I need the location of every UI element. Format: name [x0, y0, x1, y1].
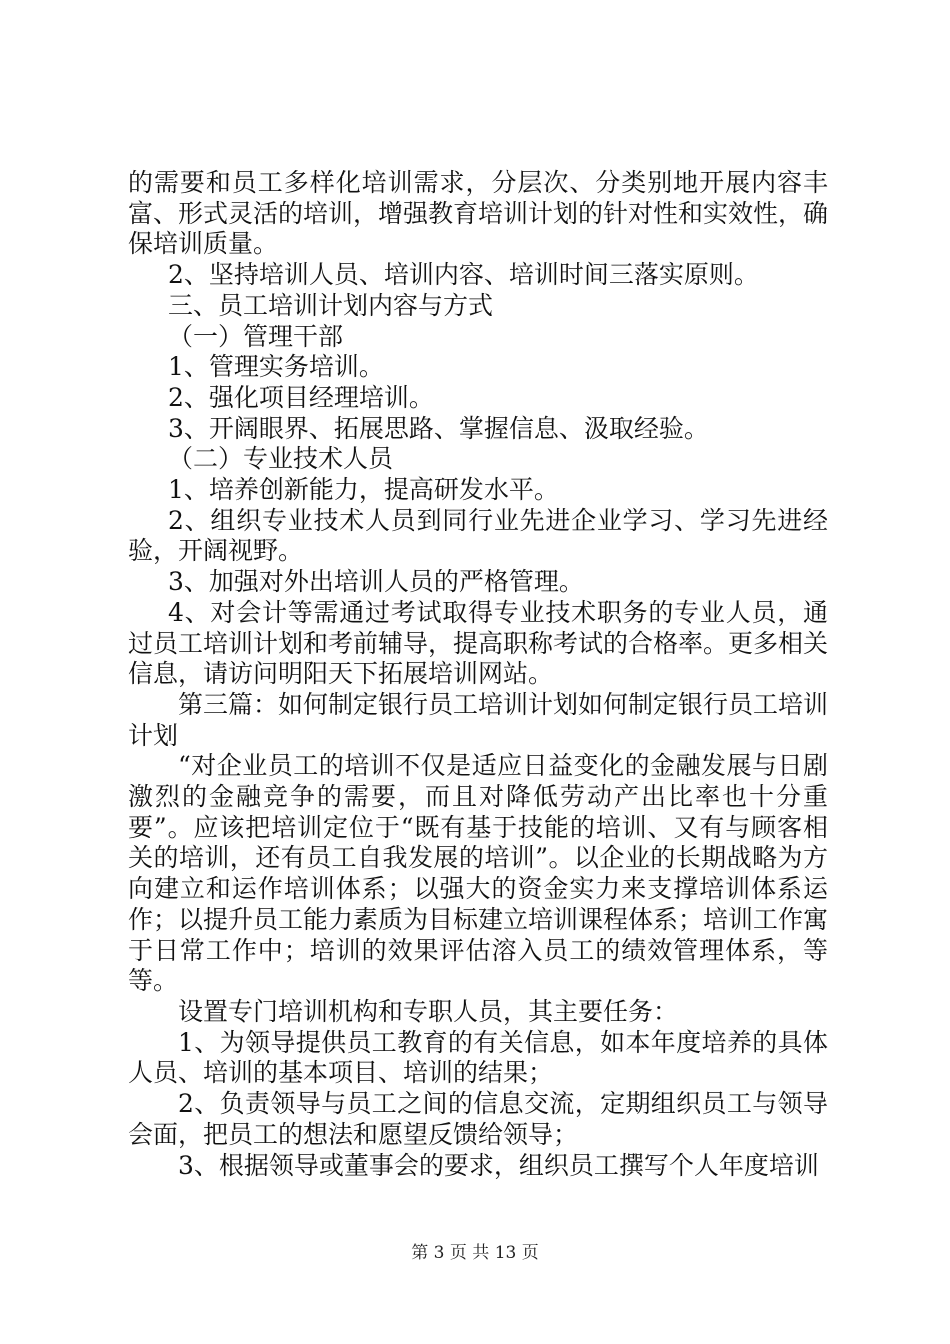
paragraph: “对企业员工的培训不仅是适应日益变化的金融发展与日剧激烈的金融竞争的需要，而且对降低劳动产出比率也十分重要”。应该把培训定位于“既有基于技能的培训、又有与顾客相关的培训，还有员工自我发展的培训”。以企业的长期战略为方向建立和运作培训体系；以强大的资金实力来支撑培训体系运作；以提升员工能力素质为目标建立培训课程体系；培训工作寓于日常工作中；培训的效果评估溶入员工的绩效管理体系，等等。	[128, 751, 829, 996]
list-item: 2、强化项目经理培训。	[168, 382, 434, 412]
list-item: 3、开阔眼界、拓展思路、掌握信息、汲取经验。	[168, 413, 709, 443]
document-body	[128, 168, 828, 1181]
list-item: 4、对会计等需通过考试取得专业技术职务的专业人员，通过员工培训计划和考前辅导，提高职称考试的合格率。更多相关信息，请访问明阳天下拓展培训网站。	[128, 597, 829, 689]
paragraph: 设置专门培训机构和专职人员，其主要任务：	[178, 996, 679, 1026]
section-heading: 三、员工培训计划内容与方式	[168, 290, 494, 320]
list-item: 1、为领导提供员工教育的有关信息，如本年度培养的具体人员、培训的基本项目、培训的结果；	[128, 1027, 828, 1088]
list-item: 2、组织专业技术人员到同行业先进企业学习、学习先进经验，开阔视野。	[128, 505, 828, 566]
list-item: 1、培养创新能力，提高研发水平。	[168, 475, 559, 505]
list-item: 3、根据领导或董事会的要求，组织员工撰写个人年度培训	[178, 1150, 819, 1180]
list-item: 1、管理实务培训。	[168, 352, 384, 382]
list-item: 3、加强对外出培训人员的严格管理。	[168, 567, 584, 597]
paragraph: 的需要和员工多样化培训需求，分层次、分类别地开展内容丰富、形式灵活的培训，增强教育培训计划的针对性和实效性，确保培训质量。	[128, 168, 829, 259]
subsection-heading: （一）管理干部	[168, 321, 344, 351]
paragraph: 2、坚持培训人员、培训内容、培训时间三落实原则。	[168, 260, 759, 290]
list-item: 2、负责领导与员工之间的信息交流，定期组织员工与领导会面，把员工的想法和愿望反馈给领导；	[128, 1089, 828, 1149]
page-number: 第 3 页 共 13 页	[411, 1243, 539, 1263]
subsection-heading: （二）专业技术人员	[168, 444, 394, 474]
chapter-heading: 第三篇：如何制定银行员工培训计划如何制定银行员工培训计划	[128, 689, 829, 750]
